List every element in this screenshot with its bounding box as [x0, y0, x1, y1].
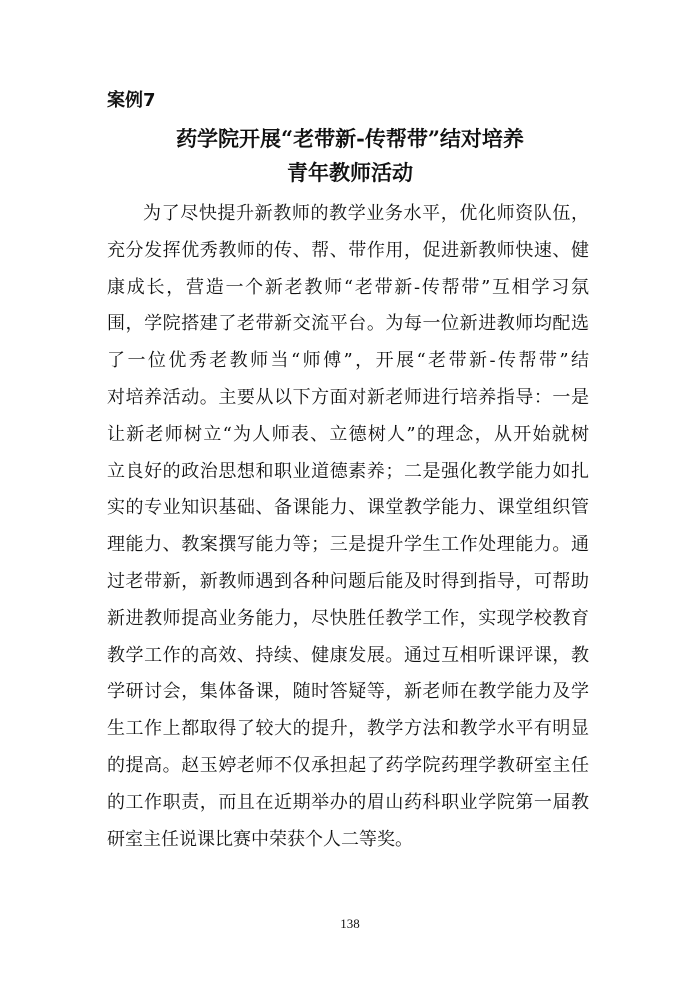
body-line: 让新老师树立“为人师表、立德树人”的理念，从开始就树 — [107, 423, 589, 445]
body-line: 实的专业知识基础、备课能力、课堂教学能力、课堂组织管 — [107, 497, 589, 519]
body-line: 过老带新，新教师遇到各种问题后能及时得到指导，可帮助 — [107, 570, 589, 592]
document-title-line-1: 药学院开展“老带新-传帮带”结对培养 — [176, 126, 524, 151]
document-title-line-2: 青年教师活动 — [287, 160, 413, 185]
body-line: 立良好的政治思想和职业道德素养；二是强化教学能力如扎 — [107, 460, 589, 482]
body-line: 学研讨会，集体备课，随时答疑等，新老师在教学能力及学 — [107, 681, 589, 703]
body-line: 对培养活动。主要从以下方面对新老师进行培养指导：一是 — [107, 386, 589, 408]
body-line: 康成长，营造一个新老教师“老带新-传帮带”互相学习氛 — [107, 276, 589, 298]
body-line: 教学工作的高效、持续、健康发展。通过互相听课评课，教 — [107, 644, 589, 666]
case-label: 案例7 — [107, 90, 156, 111]
body-line: 充分发挥优秀教师的传、帮、带作用，促进新教师快速、健 — [107, 239, 589, 261]
body-line: 了一位优秀老教师当“师傅”，开展“老带新-传帮带”结 — [107, 350, 589, 372]
body-paragraph — [107, 196, 589, 858]
page-number: 138 — [340, 916, 360, 931]
body-line: 生工作上都取得了较大的提升，教学方法和教学水平有明显 — [107, 718, 589, 740]
body-line: 围，学院搭建了老带新交流平台。为每一位新进教师均配选 — [107, 313, 589, 335]
body-line: 的工作职责，而且在近期举办的眉山药科职业学院第一届教 — [107, 791, 589, 813]
body-line: 新进教师提高业务能力，尽快胜任教学工作，实现学校教育 — [107, 607, 589, 629]
body-line: 的提高。赵玉婷老师不仅承担起了药学院药理学教研室主任 — [107, 754, 589, 776]
body-line: 理能力、教案撰写能力等；三是提升学生工作处理能力。通 — [107, 534, 589, 556]
body-line: 为了尽快提升新教师的教学业务水平，优化师资队伍， — [143, 203, 589, 224]
body-line: 研室主任说课比赛中荣获个人二等奖。 — [107, 828, 413, 850]
